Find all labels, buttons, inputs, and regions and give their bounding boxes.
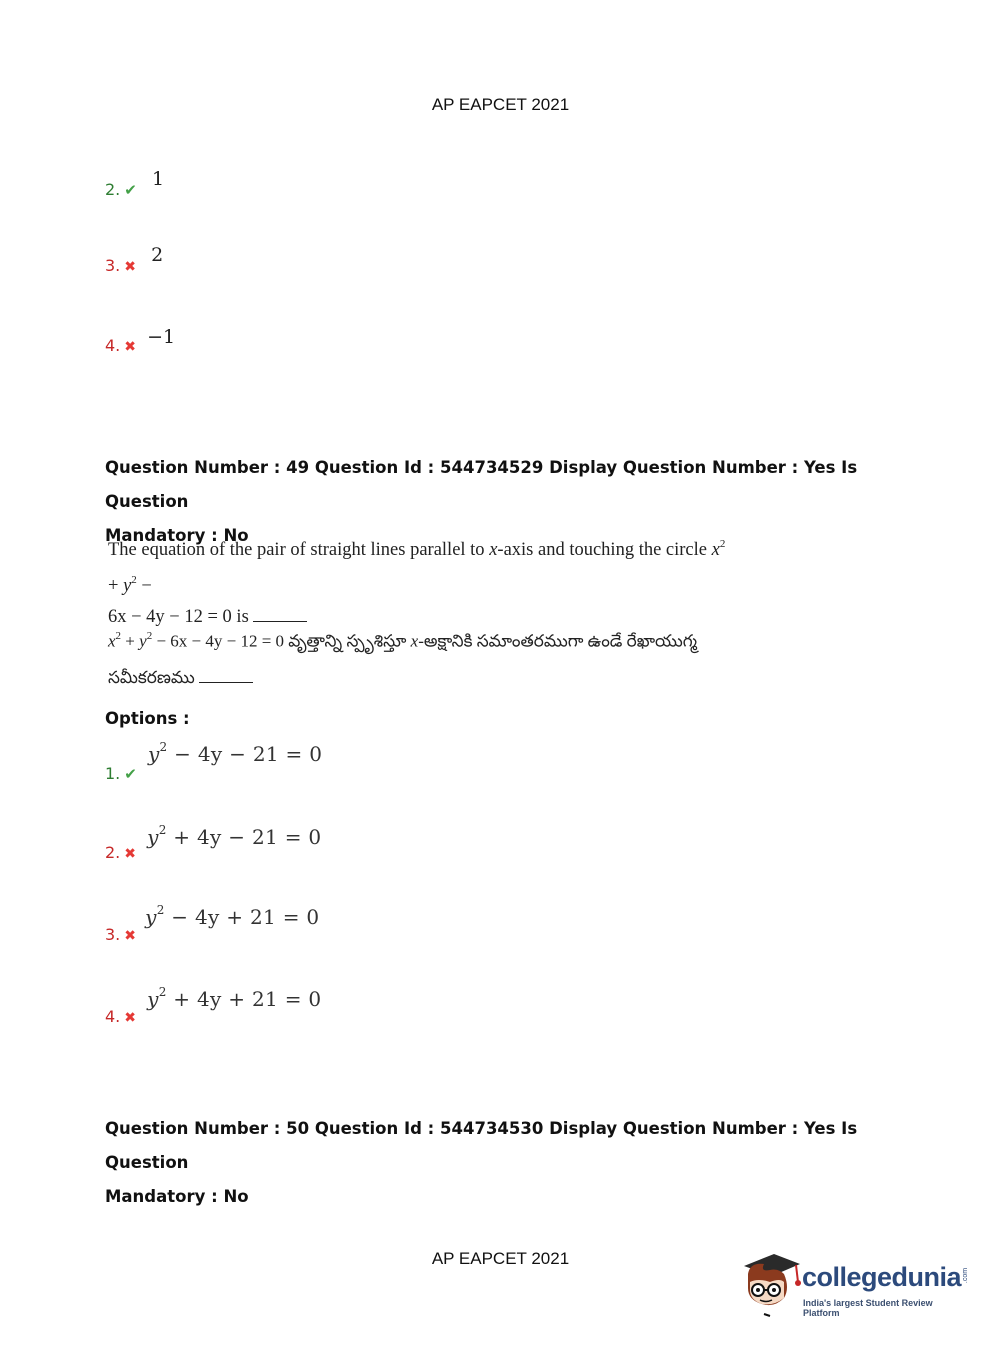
- option-equation: $y^2 + 4y - 21 = 0$: [147, 823, 322, 849]
- stem-text: 6x − 4y − 12 = 0 is: [108, 607, 254, 628]
- stem-text: − 6x − 4y − 12 = 0 వృత్తాన్ని స్పృశిస్తూ: [152, 631, 411, 651]
- option-number: 2.: [105, 180, 121, 199]
- logo-tagline: India's largest Student Review Platform: [803, 1298, 933, 1318]
- stem-text: సమీకరణము: [108, 667, 200, 687]
- prev-option-3: [105, 244, 164, 276]
- page-header: AP EAPCET 2021: [431, 95, 570, 114]
- option-value: −1: [147, 326, 176, 348]
- stem-line-1: $x^2 + y^2 - 6x - 4y - 12 = 0$ వృత్తాన్ని స్పృశిస్తూ x-అక్షానికి సమాంతరముగా ఉండే రేఖాయుగ్మ: [108, 630, 698, 651]
- option-number: 3.: [105, 925, 121, 944]
- question-stem-telugu: [108, 619, 748, 696]
- question-stem-english: [108, 530, 728, 633]
- stem-text: -axis and touching the circle: [497, 540, 712, 561]
- stem-variable: x: [410, 631, 419, 651]
- option-number: 2.: [105, 843, 121, 862]
- option-equation-text: + 4y − 21 = 0: [166, 825, 322, 849]
- option-3: [105, 903, 320, 944]
- stem-text: -అక్షానికి సమాంతరముగా ఉండే రేఖాయుగ్మ: [418, 631, 698, 651]
- question-header-line: Question Number : 50 Question Id : 544734530 Display Question Number : Yes Is Question: [105, 1119, 858, 1172]
- answer-blank: [199, 666, 253, 683]
- option-2: [105, 823, 322, 862]
- cross-mark-icon: ✖: [124, 339, 136, 355]
- check-mark-icon: ✔: [124, 181, 137, 199]
- cross-mark-icon: ✖: [124, 259, 136, 275]
- option-number: 4.: [105, 336, 121, 355]
- options-label: Options :: [105, 709, 190, 728]
- cross-mark-icon: ✖: [124, 846, 136, 862]
- logo-dotcom: .com: [962, 1267, 970, 1284]
- question-header-line: Mandatory : No: [105, 1187, 249, 1206]
- logo-name: collegedunia: [802, 1262, 962, 1292]
- stem-line-1: The equation of the pair of straight lines parallel to x-axis and touching the circle $x^2 + y^2$ −: [108, 538, 726, 597]
- option-number: 3.: [105, 256, 121, 275]
- question-header-line: Mandatory : No: [105, 526, 249, 545]
- stem-variable: x: [489, 540, 498, 561]
- option-number: 1.: [105, 764, 121, 783]
- prev-option-2: [105, 168, 165, 200]
- prev-option-4: [105, 326, 176, 356]
- option-equation-text: + 4y + 21 = 0: [166, 987, 322, 1011]
- question-50-header: [105, 1112, 905, 1214]
- option-equation: $y^2 - 4y - 21 = 0$: [147, 740, 323, 766]
- option-equation: $y^2 + 4y + 21 = 0$: [147, 985, 322, 1011]
- stem-line-2: [108, 660, 748, 696]
- cross-mark-icon: ✖: [124, 928, 136, 944]
- question-header-line: Question Number : 49 Question Id : 544734529 Display Question Number : Yes Is Question: [105, 458, 858, 511]
- option-equation-text: − 4y − 21 = 0: [167, 742, 323, 766]
- collegedunia-logo: [740, 1248, 970, 1318]
- option-equation: $y^2 - 4y + 21 = 0$: [145, 903, 320, 929]
- option-equation-text: − 4y + 21 = 0: [164, 905, 320, 929]
- check-mark-icon: ✔: [124, 765, 137, 783]
- stem-text: The equation of the pair of straight lines parallel to: [108, 540, 490, 561]
- page-footer: AP EAPCET 2021: [431, 1249, 570, 1268]
- mascot-icon: [740, 1248, 804, 1318]
- option-number: 4.: [105, 1007, 121, 1026]
- option-value: 2: [151, 244, 164, 266]
- cross-mark-icon: ✖: [124, 1010, 136, 1026]
- option-1: [105, 740, 323, 783]
- option-value: 1: [151, 168, 165, 190]
- option-4: [105, 985, 322, 1026]
